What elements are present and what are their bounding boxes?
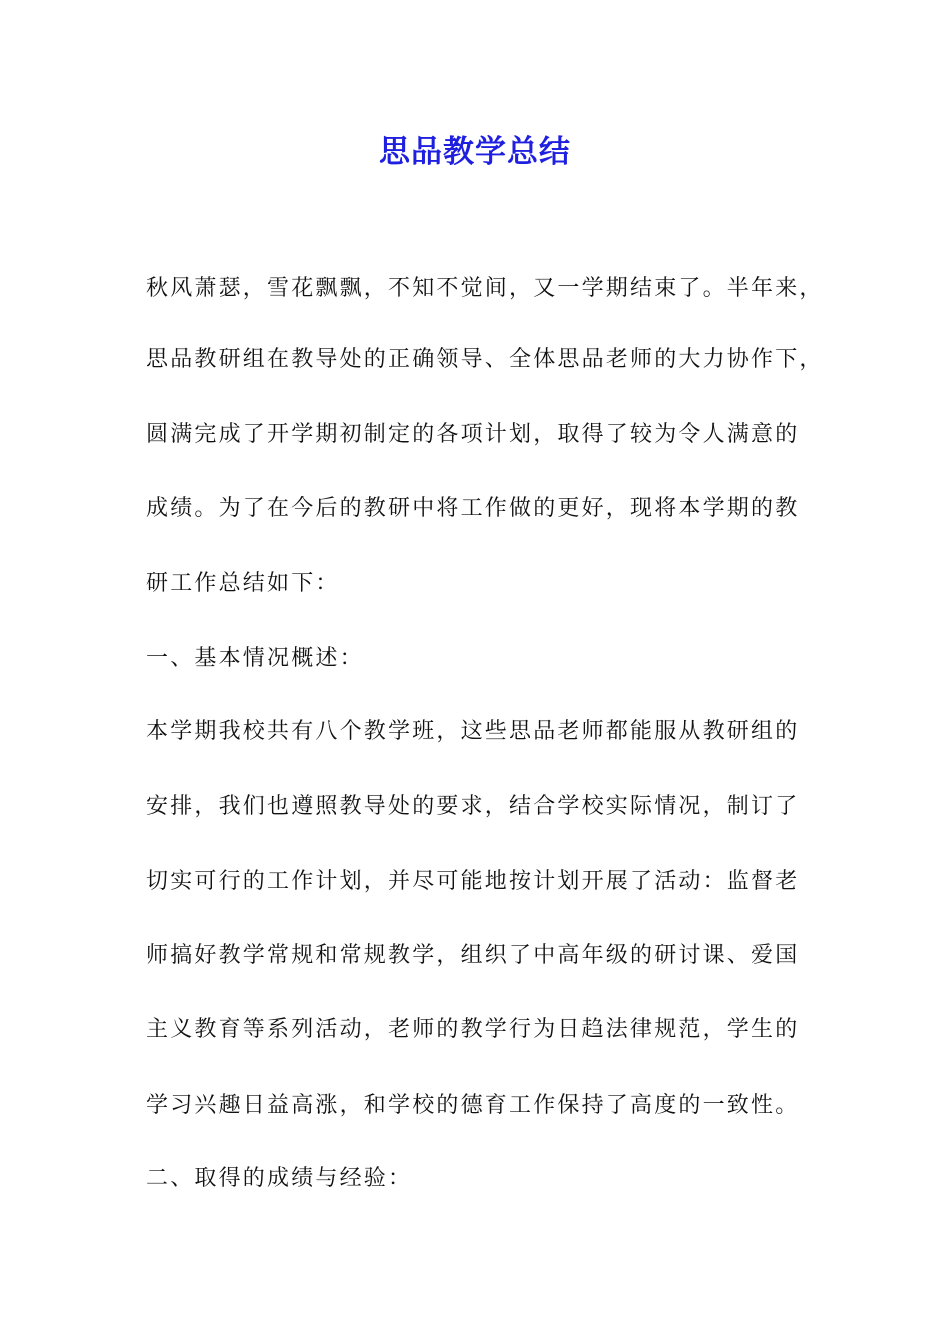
body-line-1: 秋风萧瑟，雪花飘飘，不知不觉间，又一学期结束了。半年来，	[146, 276, 824, 301]
body-line-11: 主义教育等系列活动，老师的教学行为日趋法律规范，学生的	[146, 1017, 800, 1042]
section-heading-1: 一、基本情况概述：	[146, 646, 364, 671]
section-heading-2: 二、取得的成绩与经验：	[146, 1166, 413, 1191]
body-line-8: 安排，我们也遵照教导处的要求，结合学校实际情况，制订了	[146, 794, 800, 819]
body-line-7: 本学期我校共有八个教学班，这些思品老师都能服从教研组的	[146, 719, 800, 744]
body-line-2: 思品教研组在教导处的正确领导、全体思品老师的大力协作下，	[146, 347, 824, 372]
body-line-10: 师搞好教学常规和常规教学，组织了中高年级的研讨课、爱国	[146, 943, 800, 968]
body-line-12: 学习兴趣日益高涨，和学校的德育工作保持了高度的一致性。	[146, 1093, 800, 1118]
body-line-9: 切实可行的工作计划，并尽可能地按计划开展了活动：监督老	[146, 869, 800, 894]
body-line-5: 研工作总结如下：	[146, 571, 340, 596]
body-line-4: 成绩。为了在今后的教研中将工作做的更好，现将本学期的教	[146, 496, 800, 521]
body-line-3: 圆满完成了开学期初制定的各项计划，取得了较为令人满意的	[146, 422, 800, 447]
document-title: 思品教学总结	[379, 134, 571, 170]
